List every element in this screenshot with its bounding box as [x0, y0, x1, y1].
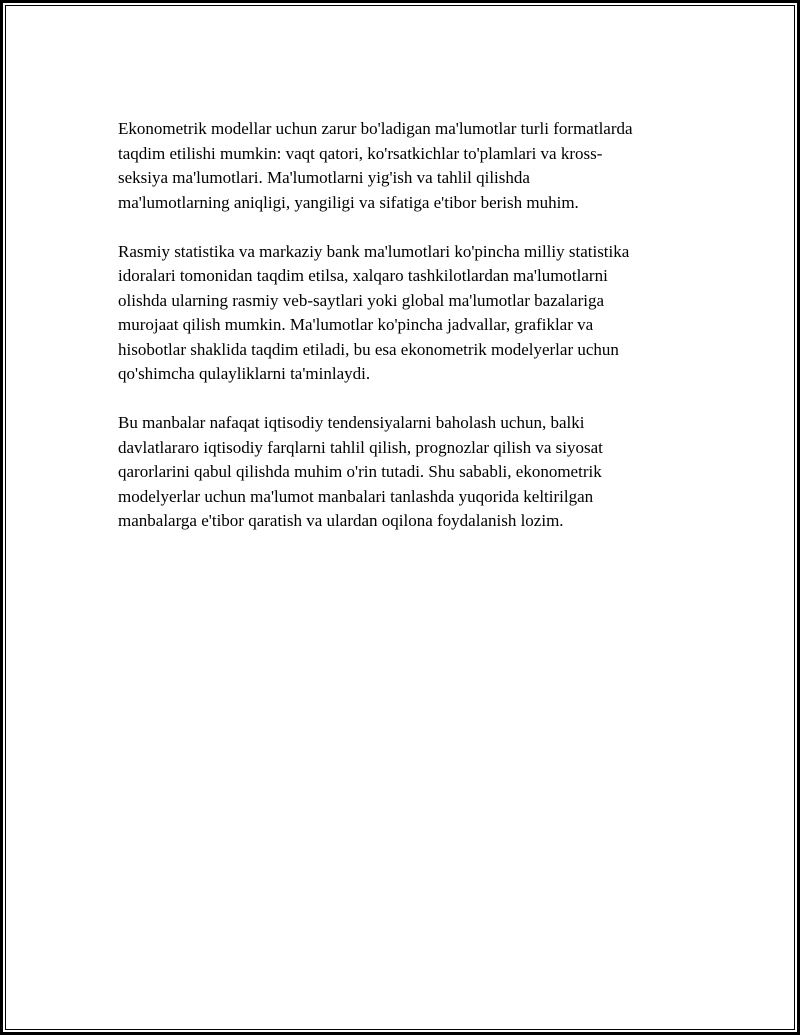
text-line: seksiya ma'lumotlari. Ma'lumotlarni yig'ish va tahlil qilishda [118, 168, 530, 187]
text-line: Rasmiy statistika va markaziy bank ma'lumotlari ko'pincha milliy statistika [118, 241, 630, 261]
document-body [118, 117, 698, 558]
text-line: olishda ularning rasmiy veb-saytlari yoki global ma'lumotlar bazalariga [118, 290, 605, 310]
paragraph-2 [118, 240, 698, 387]
text-line: Ekonometrik modellar uchun zarur bo'ladigan ma'lumotlar turli formatlarda [118, 119, 633, 138]
text-line: Bu manbalar nafaqat iqtisodiy tendensiyalarni baholash uchun, balki [118, 413, 585, 432]
text-line: murojaat qilish mumkin. Ma'lumotlar ko'pincha jadvallar, grafiklar va [118, 315, 594, 334]
text-line: davlatlararo iqtisodiy farqlarni tahlil qilish, prognozlar qilish va siyosat [118, 437, 603, 457]
text-line: qo'shimcha qulayliklarni ta'minlaydi. [118, 364, 371, 383]
text-line: hisobotlar shaklida taqdim etiladi, bu esa ekonometrik modelyerlar uchun [118, 339, 619, 359]
paragraph-1 [118, 117, 698, 215]
text-line: qarorlarini qabul qilishda muhim o'rin tutadi. Shu sababli, ekonometrik [118, 462, 602, 481]
text-line: taqdim etilishi mumkin: vaqt qatori, ko'rsatkichlar to'plamlari va kross- [118, 143, 603, 163]
text-line: manbalarga e'tibor qaratish va ulardan oqilona foydalanish lozim. [118, 511, 564, 530]
text-line: modelyerlar uchun ma'lumot manbalari tanlashda yuqorida keltirilgan [118, 486, 594, 506]
paragraph-3 [118, 411, 698, 534]
text-line: ma'lumotlarning aniqligi, yangiligi va sifatiga e'tibor berish muhim. [118, 192, 579, 212]
text-line: idoralari tomonidan taqdim etilsa, xalqaro tashkilotlardan ma'lumotlarni [118, 266, 608, 285]
